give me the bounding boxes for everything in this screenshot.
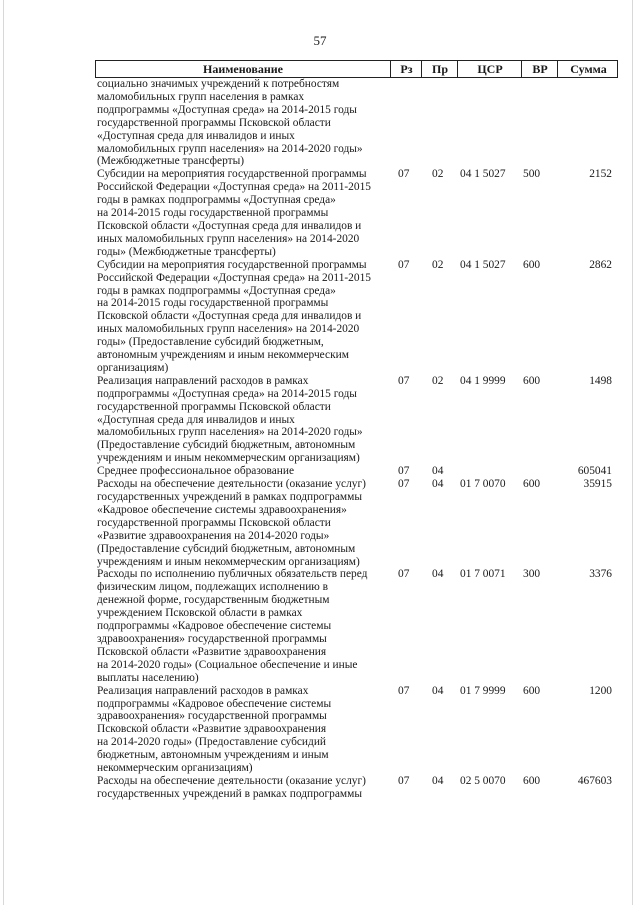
row-csr: 01 7 0070 — [460, 478, 506, 491]
row-pr: 02 — [432, 258, 444, 271]
table-header — [95, 60, 618, 78]
row-name: Расходы по исполнению публичных обязательств перед физическим лицом, подлежащих исполнению в денежной форме, государственным бюджетным учреждением Псковской области в рамках подпрограммы «Кадровое обеспечение системы здравоохранения» государственной программы Псковской области «Развитие здравоохранения на 2014-2020 годы» (Социальное обеспечение и иные выплаты населению) — [97, 568, 368, 684]
row-sum: 2152 — [589, 168, 612, 181]
row-vr: 300 — [523, 568, 541, 581]
row-pr: 02 — [432, 168, 444, 181]
row-pr: 04 — [432, 465, 444, 478]
row-name: Расходы на обеспечение деятельности (оказание услуг) государственных учреждений в рамках подпрограммы «Кадровое обеспечение системы здравоохранения» государственной программы Псковской области «Развитие здравоохранения на 2014-2020 годы» (Предоставление субсидий бюджетным, автономным учреждениям и иным некоммерческим организациям) — [97, 478, 366, 568]
row-sum: 35915 — [583, 478, 612, 491]
row-rz: 07 — [398, 465, 410, 478]
row-sum: 1200 — [589, 684, 612, 697]
row-vr: 600 — [523, 374, 541, 387]
row-rz: 07 — [398, 168, 410, 181]
row-name: Реализация направлений расходов в рамках подпрограммы «Кадровое обеспечение системы здравоохранения» государственной программы Псковской области «Развитие здравоохранения на 2014-2020 годы» (Предоставление субсидий бюджетным, автономным учреждениям и иным некоммерческим организациям) — [97, 684, 332, 775]
row-vr: 600 — [523, 774, 541, 787]
row-name: Субсидии на мероприятия государственной программы Российской Федерации «Доступная среда» на 2011-2015 годы в рамках подпрограммы «Доступная среда» на 2014-2015 годы государственной программы Псковской области «Доступная среда для инвалидов и иных маломобильных групп населения» на 2014-2020 годы» (Межбюджетные трансферты) — [97, 168, 371, 258]
row-vr: 600 — [523, 478, 541, 491]
row-sum: 3376 — [589, 568, 612, 581]
page-number: 57 — [313, 33, 327, 48]
table-row — [95, 259, 618, 375]
budget-table — [95, 60, 618, 801]
left-scan-edge — [3, 0, 4, 905]
row-csr: 04 1 9999 — [460, 374, 506, 387]
row-rz: 07 — [398, 374, 410, 387]
table-body — [95, 78, 618, 801]
row-name: Среднее профессиональное образование — [97, 465, 295, 478]
table-row — [95, 685, 618, 775]
row-pr: 04 — [432, 774, 444, 787]
header-csr: ЦСР — [457, 61, 522, 77]
row-rz: 07 — [398, 258, 410, 271]
row-name: Реализация направлений расходов в рамках подпрограммы «Доступная среда» на 2014-2015 годы государственной программы Псковской области «Доступная среда для инвалидов и иных маломобильных групп населения» на 2014-2020 годы» (Предоставление субсидий бюджетным, автономным учреждениям и иным некоммерческим организациям) — [97, 374, 363, 465]
row-csr: 01 7 9999 — [460, 684, 506, 697]
row-sum: 605041 — [577, 465, 612, 478]
row-name: Расходы на обеспечение деятельности (оказание услуг) государственных учреждений в рамках подпрограммы — [97, 774, 366, 800]
right-scan-edge — [632, 0, 633, 905]
table-row — [95, 78, 618, 168]
row-pr: 04 — [432, 568, 444, 581]
row-sum: 1498 — [589, 374, 612, 387]
table-row — [95, 568, 618, 684]
row-vr: 600 — [523, 258, 541, 271]
row-name: социально значимых учреждений к потребностям маломобильных групп населения в рамках подпрограммы «Доступная среда» на 2014-2015 годы государственной программы Псковской области «Доступная среда для инвалидов и иных маломобильных групп населения» на 2014-2020 годы» (Межбюджетные трансферты) — [97, 78, 363, 168]
table-row — [95, 465, 618, 478]
row-pr: 04 — [432, 478, 444, 491]
row-sum: 467603 — [577, 774, 612, 787]
header-name: Наименование — [203, 62, 283, 76]
header-pr: Пр — [421, 61, 458, 77]
row-name: Субсидии на мероприятия государственной программы Российской Федерации «Доступная среда» на 2011-2015 годы в рамках подпрограммы «Доступная среда» на 2014-2015 годы государственной программы Псковской области «Доступная среда для инвалидов и иных маломобильных групп населения» на 2014-2020 годы» (Предоставление субсидий бюджетным, автономным учреждениям и иным некоммерческим организациям) — [97, 258, 371, 374]
row-sum: 2862 — [589, 258, 612, 271]
row-pr: 02 — [432, 374, 444, 387]
row-rz: 07 — [398, 684, 410, 697]
row-csr: 01 7 0071 — [460, 568, 506, 581]
row-rz: 07 — [398, 478, 410, 491]
row-pr: 04 — [432, 684, 444, 697]
table-row — [95, 478, 618, 568]
row-csr: 02 5 0070 — [460, 774, 506, 787]
row-vr: 500 — [523, 168, 541, 181]
row-csr: 04 1 5027 — [460, 168, 506, 181]
header-rz: Рз — [390, 61, 422, 77]
table-row — [95, 775, 618, 801]
row-rz: 07 — [398, 568, 410, 581]
row-csr: 04 1 5027 — [460, 258, 506, 271]
row-vr: 600 — [523, 684, 541, 697]
row-rz: 07 — [398, 774, 410, 787]
header-vr: ВР — [521, 61, 558, 77]
table-row — [95, 375, 618, 465]
table-row — [95, 168, 618, 258]
header-sum: Сумма — [557, 61, 619, 77]
